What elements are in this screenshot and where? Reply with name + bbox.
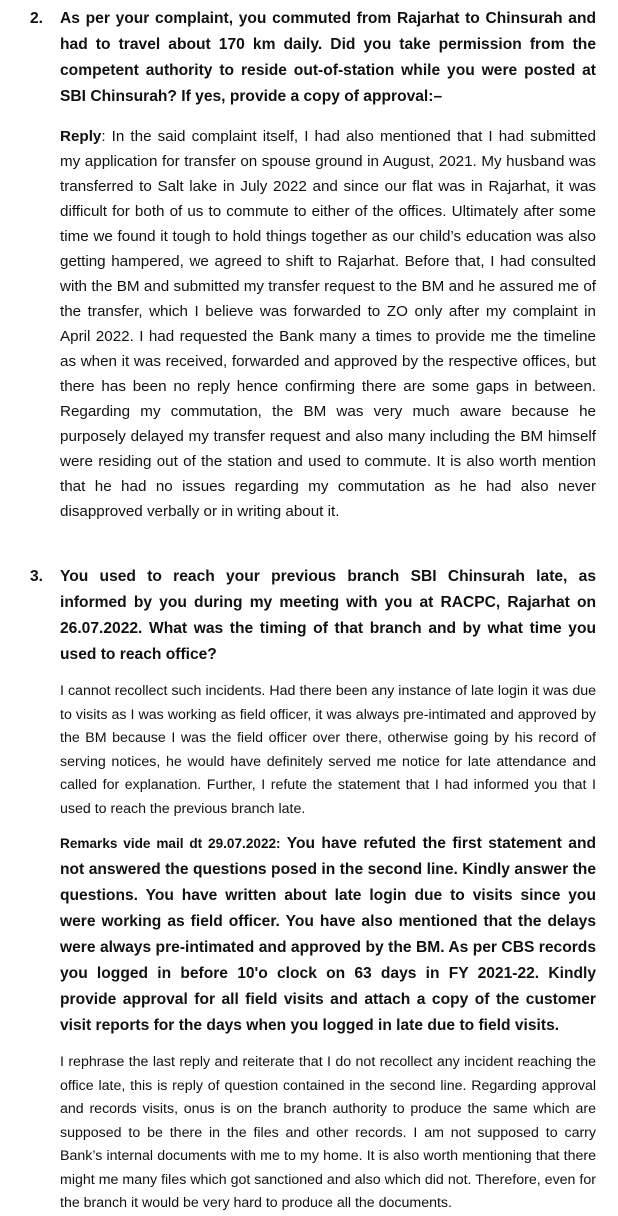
question-2: [30, 6, 596, 110]
rephrase-reply: I rephrase the last reply and reiterate that I do not recollect any incident reaching the office late, this is reply of question contained in the second line. Regarding approval and records visits, onus is on the branch authority to produce the same which are supposed to be there in the files and other records. I am not supposed to carry Bank’s internal documents with me to my home. It is also worth mentioning that there might me many files which got sanctioned and also which did not. Therefore, even for the branch it would be very hard to produce all the documents.: [60, 1054, 596, 1211]
reply-2: [60, 124, 596, 524]
remarks: [60, 831, 596, 1039]
question-text: You used to reach your previous branch SBI Chinsurah late, as informed by you during my meeting with you at RACPC, Rajarhat on 26.07.2022. What was the timing of that branch and by what time you used to reach office?: [60, 568, 596, 663]
reply-text: : In the said complaint itself, I had also mentioned that I had submitted my application for transfer on spouse ground in August, 2021. My husband was transferred to Salt lake in July 2022 and since our flat was in Rajarhat, it was difficult for both of us to commute to either of the offices. Ultimately after some time we found it tough to hold things together as our child’s education was also getting hampered, we agreed to shift to Rajarhat. Before that, I had consulted with the BM and submitted my transfer request to the BM and he assured me of the transfer, which I believe was forwarded to ZO only after my complaint in April 2022. I had requested the Bank many a times to provide me the timeline as when it was received, forwarded and approved by the respective offices, but there has been no reply hence confirming there are some gaps in between. Regarding my commutation, the BM was very much aware because he purposely delayed my transfer request and also many including the BM himself were residing out of the station and used to commute. It is also worth mention that he had no issues regarding my commutation as he had also never disapproved verbally or in writing about it.: [60, 128, 596, 520]
question-number: 2.: [30, 10, 44, 27]
remarks-label: Remarks vide mail dt 29.07.2022:: [60, 836, 281, 851]
question-text: As per your complaint, you commuted from Rajarhat to Chinsurah and had to travel about 170 km daily. Did you take permission from the competent authority to reside out-of-station while you were posted at SBI Chinsurah? If yes, provide a copy of approval:–: [60, 10, 596, 105]
answer-3: I cannot recollect such incidents. Had there been any instance of late login it was due to visits as I was working as field officer, it was always pre-intimated and approved by the BM because I was the field officer over there, otherwise going by his record of serving notices, he would have definitely served me notice for late attendance and called for explanation. Further, I refute the statement that I had informed you that I used to reach the previous branch late.: [60, 683, 596, 817]
remarks-text: You have refuted the first statement and not answered the questions posed in the second line. Kindly answer the questions. You have written about late login due to visits since you were working as field officer. You have also mentioned that the delays were always pre-intimated and approved by the BM. As per CBS records you logged in before 10'o clock on 63 days in FY 2021-22. Kindly provide approval for all field visits and attach a copy of the customer visit reports for the days when you logged in late due to field visits.: [60, 835, 596, 1034]
question-3: [30, 564, 596, 668]
reply-label: Reply: [60, 128, 102, 145]
question-number: 3.: [30, 568, 44, 585]
